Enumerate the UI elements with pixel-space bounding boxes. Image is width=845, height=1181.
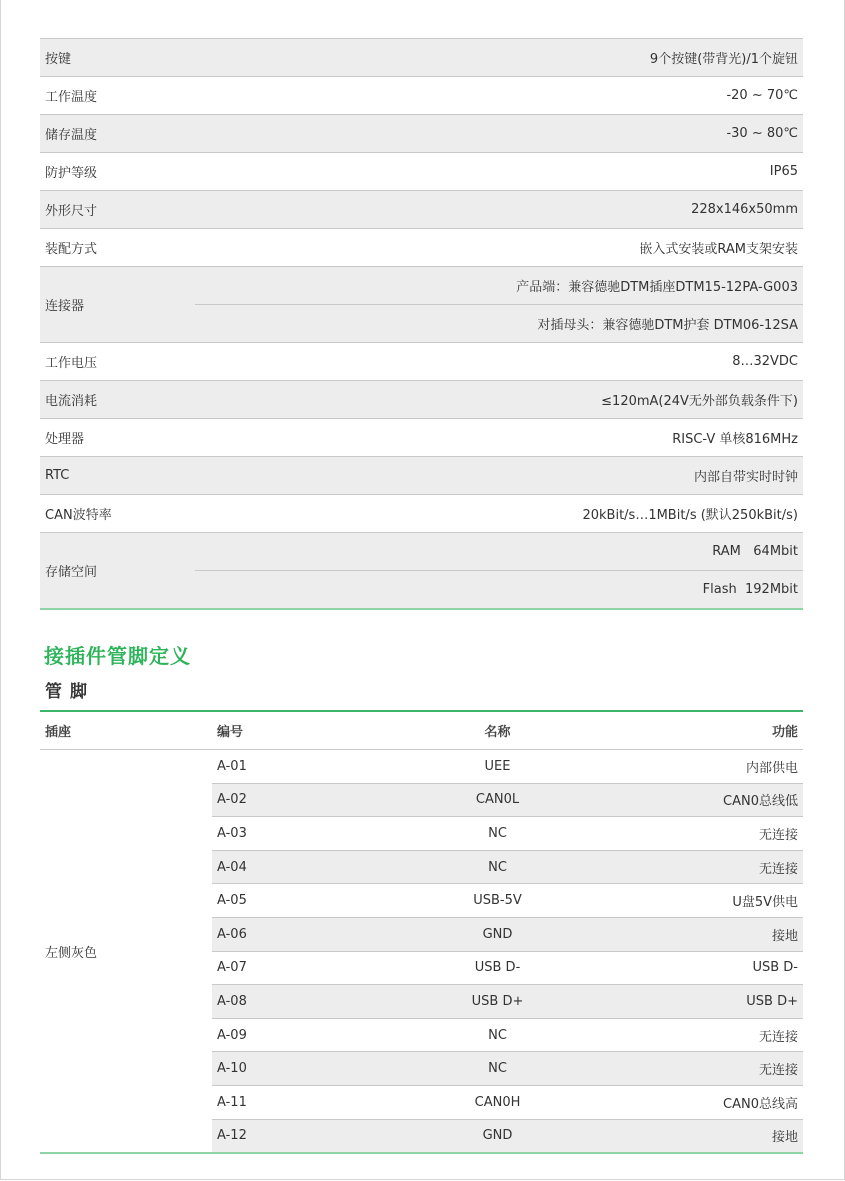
spec-value: 9个按键(带背光)/1个旋钮 — [649, 52, 798, 67]
spec-row — [40, 39, 803, 77]
pin-number: A-03 — [217, 825, 247, 841]
pin-function: 无连接 — [758, 827, 798, 843]
pin-function: 无连接 — [758, 1063, 798, 1079]
pin-function: CAN0总线高 — [723, 1096, 798, 1112]
pin-number: A-07 — [217, 960, 247, 976]
spec-value: Flash 192Mbit — [195, 570, 803, 608]
header-socket: 插座 — [45, 725, 72, 740]
pin-row — [212, 952, 803, 986]
spec-row — [40, 77, 803, 115]
header-number: 编号 — [217, 725, 244, 740]
pin-number: A-12 — [217, 1128, 247, 1144]
pin-name: NC — [488, 859, 507, 875]
pin-row — [212, 985, 803, 1019]
subsection-title: 管脚 — [45, 682, 95, 702]
pin-name: NC — [488, 1027, 507, 1043]
pin-name: GND — [482, 926, 513, 942]
pin-number: A-11 — [217, 1094, 247, 1110]
pin-function: USB D+ — [746, 993, 798, 1009]
spec-row — [40, 267, 803, 343]
spec-label: 装配方式 — [45, 242, 98, 257]
pin-number: A-10 — [217, 1061, 247, 1077]
spec-row — [40, 419, 803, 457]
spec-value: 20kBit/s…1MBit/s (默认250kBit/s) — [582, 508, 798, 523]
pin-name: USB D+ — [471, 993, 524, 1009]
spec-value: RISC-V 单核816MHz — [672, 432, 798, 447]
pin-function: U盘5V供电 — [732, 895, 798, 911]
spec-row — [40, 495, 803, 533]
spec-label: 工作温度 — [45, 90, 98, 105]
spec-value: 产品端：兼容德驰DTM插座DTM15-12PA-G003 — [516, 280, 798, 295]
pin-number: A-08 — [217, 993, 247, 1009]
pin-name: CAN0L — [475, 792, 520, 808]
spec-label: 电流消耗 — [45, 394, 98, 409]
header-function: 功能 — [771, 725, 798, 740]
spec-value: 内部自带实时时钟 — [693, 470, 798, 485]
spec-row — [40, 533, 803, 610]
spec-row — [40, 457, 803, 495]
pin-row — [212, 817, 803, 851]
pin-row — [212, 784, 803, 818]
pin-function: 接地 — [771, 928, 798, 944]
spec-value: IP65 — [769, 164, 798, 179]
pin-name: NC — [488, 825, 507, 841]
pin-row — [212, 750, 803, 784]
pin-function: CAN0总线低 — [723, 794, 798, 810]
spec-row — [40, 115, 803, 153]
pin-number: A-09 — [217, 1027, 247, 1043]
spec-values — [195, 267, 803, 342]
pin-table — [40, 710, 803, 1154]
pin-table-body — [40, 750, 803, 1154]
pin-row — [212, 1019, 803, 1053]
pin-name: UEE — [484, 758, 511, 774]
pin-number: A-02 — [217, 792, 247, 808]
spec-row — [40, 153, 803, 191]
spec-value: 8…32VDC — [732, 354, 798, 369]
pin-row — [212, 1052, 803, 1086]
spec-label: 防护等级 — [45, 166, 98, 181]
spec-value: ≤120mA(24V无外部负载条件下) — [601, 394, 798, 409]
spec-label: 处理器 — [45, 432, 85, 447]
header-name: 名称 — [484, 725, 511, 740]
socket-group-label: 左侧灰色 — [45, 945, 98, 961]
pin-number: A-04 — [217, 859, 247, 875]
pin-name: CAN0H — [474, 1094, 521, 1110]
spec-label: 工作电压 — [45, 356, 98, 371]
pin-function: 接地 — [771, 1130, 798, 1146]
spec-row — [40, 229, 803, 267]
spec-row — [40, 191, 803, 229]
pin-function: 内部供电 — [745, 760, 798, 776]
spec-value: 对插母头：兼容德驰DTM护套 DTM06-12SA — [195, 304, 803, 342]
pin-function: 无连接 — [758, 1029, 798, 1045]
pin-name: USB D- — [474, 960, 521, 976]
spec-value: 嵌入式安装或RAM支架安装 — [639, 242, 798, 257]
pin-name: GND — [482, 1128, 513, 1144]
spec-value: RAM 64Mbit — [712, 544, 798, 559]
spec-value: -30 ~ 80℃ — [726, 126, 798, 141]
spec-value: -20 ~ 70℃ — [726, 88, 798, 103]
pin-function: 无连接 — [758, 861, 798, 877]
spec-values — [195, 533, 803, 608]
spec-label: CAN波特率 — [45, 508, 112, 523]
section-title: 接插件管脚定义 — [44, 644, 191, 668]
spec-row — [40, 343, 803, 381]
pin-name: USB-5V — [473, 893, 522, 909]
pin-row — [212, 1120, 803, 1153]
pin-row — [212, 851, 803, 885]
pin-row — [212, 918, 803, 952]
pin-row — [212, 884, 803, 918]
pin-table-header — [40, 712, 803, 750]
spec-label: RTC — [45, 468, 70, 483]
pin-name: NC — [488, 1061, 507, 1077]
pin-number: A-06 — [217, 926, 247, 942]
pin-row — [212, 1086, 803, 1120]
spec-label: 按键 — [45, 52, 72, 67]
pin-number: A-05 — [217, 893, 247, 909]
spec-row — [40, 381, 803, 419]
pin-rows — [212, 750, 803, 1152]
spec-value: 228x146x50mm — [691, 202, 798, 217]
spec-label: 外形尺寸 — [45, 204, 98, 219]
pin-number: A-01 — [217, 758, 247, 774]
spec-table — [40, 38, 803, 610]
spec-label: 储存温度 — [45, 128, 98, 143]
pin-function: USB D- — [752, 960, 798, 976]
spec-label: 存储空间 — [45, 565, 98, 580]
spec-label: 连接器 — [45, 299, 85, 314]
